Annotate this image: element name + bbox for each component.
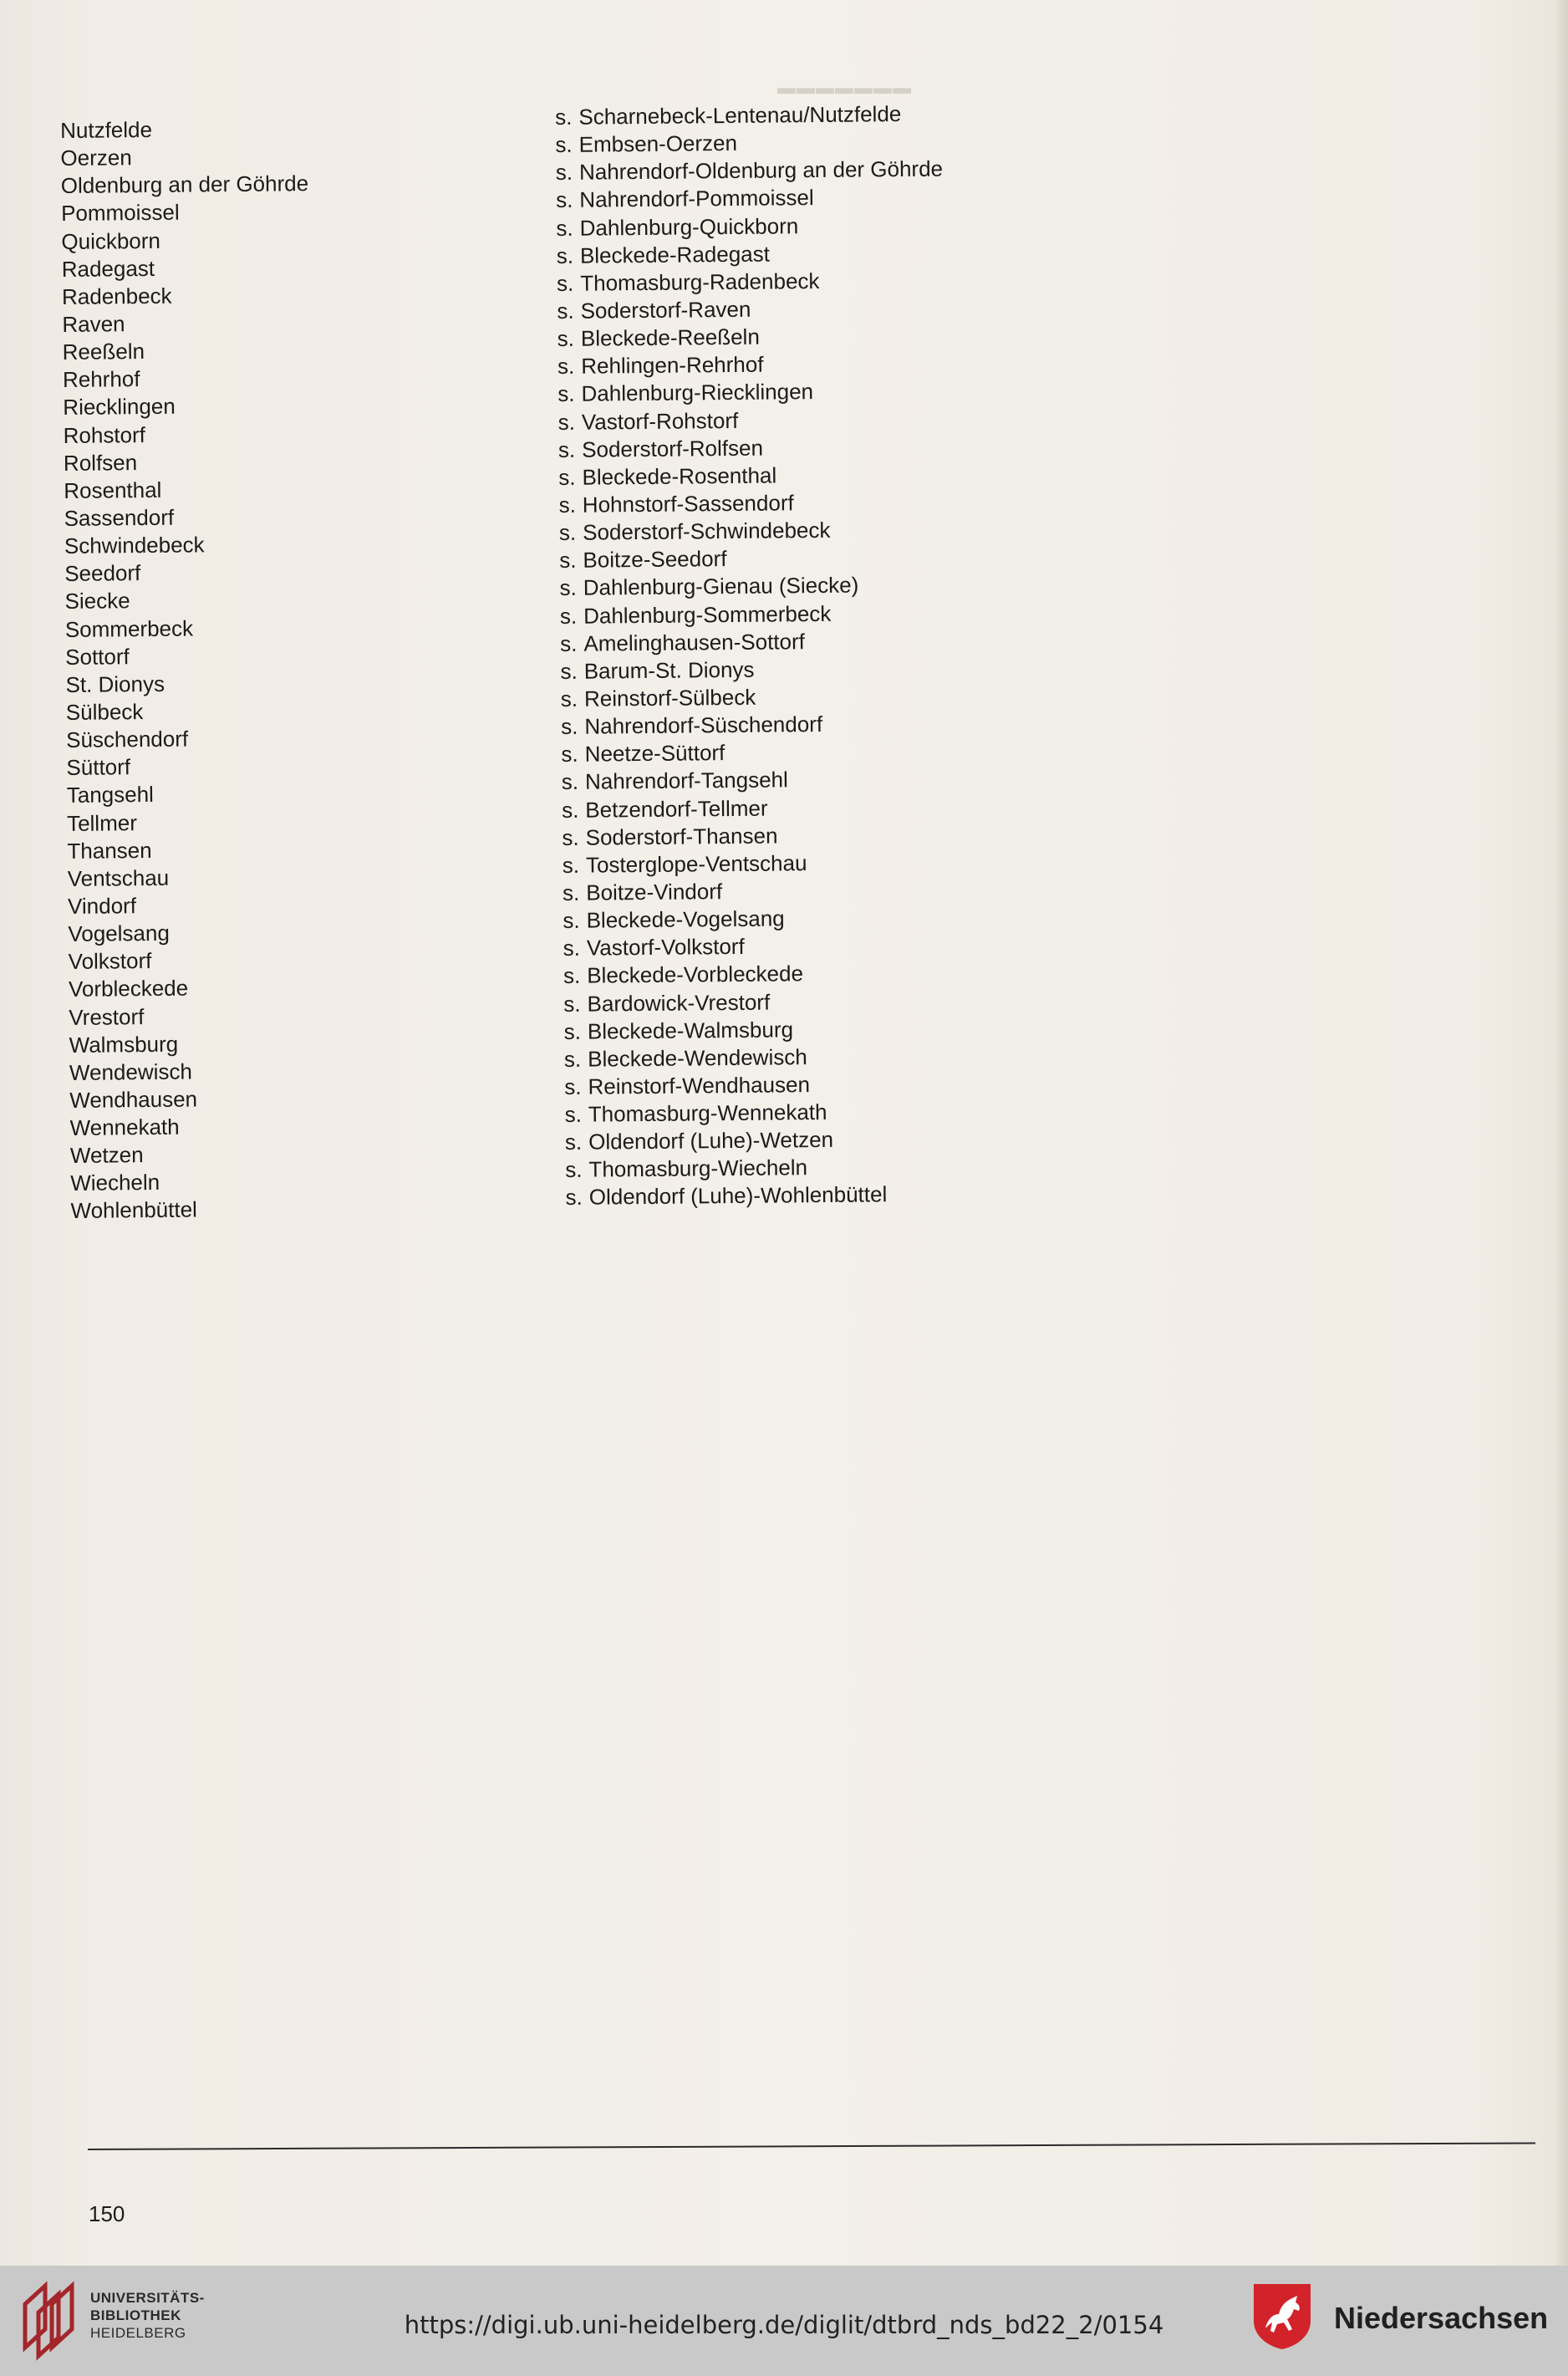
reference-entry — [556, 182, 1024, 215]
reference-target: Thomasburg-Wennekath — [588, 1099, 827, 1127]
scanned-page: ▬▬▬▬▬▬▬ Nutzfelde Oerzen Oldenburg an der Göhrde Pommoissel Quickborn Radegast Radenbeck Raven Reeßeln Rehrhof Riecklingen Rohstorf Rolfsen Rosenthal Sassendorf Schwindebeck Seedorf Siecke Sommerbeck Sottorf St. Dionys Sülbeck Süschendorf Süttorf Tangsehl Tellmer Thansen Ventschau Vindorf Vogelsang Volkstorf Vorbleckede Vrestorf Walmsburg Wendewisch Wendhausen Wennekath Wetzen Wiecheln Wohlenbüttel s. Scharnebeck-Lentenau/Nutzfelde s. Embsen-Oerzen s. Nahrendorf-Oldenburg an der Göhrde s. Nahrendorf-Pommoissel s. Dahlenburg-Quickborn s. Bleckede-Radegast s. Thomasburg-Radenbeck s. Soderstorf-Raven s. Bleckede-Reeßeln s. Rehlingen-Rehrhof s. Dahlenburg-Riecklingen s. Vastorf-Rohstorf s. Soderstorf-Rolfsen s. Bleckede-Rosenthal s. Hohnstorf-Sassendorf s. Soderstorf-Schwindebeck s. Boitze-Seedorf s. Dahlenburg-Gienau (Siecke) s. Dahlenburg-Sommerbeck s. Amelinghausen-Sottorf s. Barum-St. Dionys s. Reinstorf-Sülbeck s. Nahrendorf-Süschendorf s. Neetze-Süttorf s. Nahrendorf-Tangsehl s. Betzendorf-Tellmer s. Soderstorf-Thansen s. Tosterglope-Ventschau s. Boitze-Vindorf s. Bleckede-Vogelsang s. Vastorf-Volkstorf s. Bleckede-Vorbleckede s. Bardowick-Vrestorf s. Bleckede-Walmsburg s. Bleckede-Wendewisch s. Reinstorf-Wendhausen s. Thomasburg-Wennekath s. Oldendorf (Luhe)-Wetzen s. Thomasburg-Wiecheln s. Oldendorf (Luhe)-Wohlenbüttel 150 — [0, 0, 1568, 2266]
place-name: Oerzen — [60, 145, 132, 171]
reference-target: Thomasburg-Radenbeck — [580, 268, 820, 296]
see-prefix: s. — [561, 742, 578, 767]
reference-column — [555, 99, 1034, 1212]
place-name: Süttorf — [66, 754, 131, 781]
reference-entry — [557, 293, 1025, 326]
place-name: Rehrhof — [62, 366, 140, 393]
place-name: Radenbeck — [61, 283, 172, 309]
place-name: Vorbleckede — [68, 975, 189, 1002]
reference-target: Scharnebeck-Lentenau/Nutzfelde — [578, 101, 902, 130]
see-prefix: s. — [555, 131, 573, 158]
reference-target: Barum-St. Dionys — [583, 656, 755, 684]
library-name-line-2: BIBLIOTHEK — [90, 2307, 181, 2323]
reference-target: Bleckede-Reeßeln — [580, 324, 760, 351]
reference-entry — [561, 709, 1029, 742]
library-name-line-3: HEIDELBERG — [90, 2325, 186, 2341]
reference-entry — [557, 237, 1025, 270]
see-prefix: s. — [563, 1046, 582, 1072]
reference-entry — [560, 598, 1028, 630]
see-prefix: s. — [557, 436, 576, 462]
see-prefix: s. — [563, 935, 581, 961]
reference-target: Oldendorf (Luhe)-Wohlenbüttel — [588, 1181, 888, 1211]
place-name: Wohlenbüttel — [70, 1196, 197, 1224]
reference-entry — [558, 459, 1026, 492]
place-name: Rosenthal — [64, 477, 162, 503]
reference-target: Tosterglope-Ventschau — [585, 849, 807, 878]
place-name: Nutzfelde — [60, 116, 153, 143]
place-name: Wendewisch — [69, 1058, 193, 1085]
see-prefix: s. — [563, 963, 581, 989]
reference-entry — [559, 515, 1027, 548]
see-prefix: s. — [559, 575, 577, 601]
place-name: Vindorf — [67, 893, 137, 919]
place-name: Walmsburg — [69, 1031, 179, 1058]
reference-entry — [561, 737, 1029, 769]
place-name: Vogelsang — [68, 920, 170, 947]
reference-entry — [564, 1068, 1032, 1101]
reference-entry — [560, 653, 1028, 686]
reference-target: Embsen-Oerzen — [578, 130, 738, 157]
reference-entry — [556, 155, 1024, 187]
reference-entry — [562, 792, 1030, 824]
see-prefix: s. — [555, 104, 573, 130]
see-prefix: s. — [565, 1185, 583, 1211]
reference-target: Hohnstorf-Sassendorf — [582, 490, 794, 518]
see-prefix: s. — [560, 630, 578, 656]
place-name: Ventschau — [67, 864, 170, 891]
reference-target: Soderstorf-Raven — [580, 296, 751, 324]
see-prefix: s. — [557, 298, 574, 324]
see-prefix: s. — [564, 1129, 583, 1155]
reference-target: Dahlenburg-Gienau (Siecke) — [583, 572, 859, 601]
reference-target: Nahrendorf-Pommoissel — [579, 185, 814, 213]
reference-entry — [559, 570, 1027, 603]
see-prefix: s. — [561, 797, 579, 823]
reference-entry — [557, 349, 1026, 381]
see-prefix: s. — [560, 686, 578, 711]
see-prefix: s. — [558, 464, 576, 490]
reference-target: Betzendorf-Tellmer — [585, 795, 768, 823]
reference-entry — [562, 819, 1030, 852]
see-prefix: s. — [562, 880, 580, 905]
place-name: Riecklingen — [63, 394, 176, 421]
see-prefix: s. — [557, 354, 575, 380]
see-prefix: s. — [564, 1073, 582, 1099]
reference-target: Bleckede-Radegast — [579, 241, 771, 268]
reference-target: Thomasburg-Wiecheln — [588, 1155, 808, 1183]
reference-entry — [561, 681, 1029, 714]
reference-entry — [555, 127, 1023, 160]
reference-target: Nahrendorf-Oldenburg an der Göhrde — [578, 156, 944, 186]
footer-rule — [88, 2142, 1535, 2150]
see-prefix: s. — [559, 548, 577, 574]
reference-target: Vastorf-Rohstorf — [581, 407, 739, 435]
reference-entry — [556, 210, 1024, 242]
page-number: 150 — [89, 2201, 125, 2226]
see-prefix: s. — [557, 409, 576, 435]
see-prefix: s. — [561, 713, 578, 740]
reference-target: Bleckede-Wendewisch — [588, 1043, 807, 1072]
see-prefix: s. — [558, 492, 576, 518]
reference-target: Nahrendorf-Tangsehl — [584, 767, 788, 795]
see-prefix: s. — [560, 658, 578, 684]
place-name: Sommerbeck — [64, 615, 194, 642]
place-name: Radegast — [61, 255, 155, 282]
reference-entry — [565, 1124, 1033, 1157]
place-name: Tellmer — [66, 809, 138, 836]
page-edge — [1556, 0, 1568, 2266]
reference-target: Soderstorf-Rolfsen — [582, 435, 764, 462]
place-name: Raven — [62, 311, 125, 337]
partner-name: Niedersachsen — [1334, 2301, 1549, 2335]
place-name: Rolfsen — [63, 449, 138, 476]
niedersachsen-horse-crest-icon — [1250, 2281, 1314, 2351]
reference-target: Soderstorf-Schwindebeck — [583, 517, 831, 545]
see-prefix: s. — [556, 270, 574, 296]
reference-target: Nahrendorf-Süschendorf — [584, 711, 823, 739]
place-name: Süschendorf — [66, 726, 189, 753]
reference-target: Soderstorf-Thansen — [585, 823, 778, 850]
reference-target: Dahlenburg-Riecklingen — [581, 379, 814, 407]
see-prefix: s. — [558, 519, 577, 546]
reference-target: Bleckede-Vogelsang — [586, 905, 785, 933]
place-name: Wetzen — [69, 1142, 144, 1169]
reference-entry — [560, 625, 1028, 658]
place-name: Wiecheln — [70, 1170, 160, 1196]
reference-entry — [558, 487, 1026, 520]
place-name: Schwindebeck — [64, 532, 205, 559]
reference-list — [555, 99, 1034, 1212]
reference-entry — [564, 1097, 1032, 1129]
reference-target: Bardowick-Vrestorf — [587, 989, 771, 1017]
reference-entry — [565, 1180, 1033, 1212]
place-name: Thansen — [67, 837, 152, 864]
see-prefix: s. — [563, 991, 581, 1017]
reference-target: Amelinghausen-Sottorf — [583, 628, 806, 656]
reference-target: Boitze-Seedorf — [583, 546, 727, 573]
reference-target: Neetze-Süttorf — [584, 740, 725, 767]
reference-target: Dahlenburg-Sommerbeck — [583, 600, 832, 629]
reference-entry — [557, 404, 1026, 436]
reference-target: Dahlenburg-Quickborn — [579, 212, 799, 241]
reference-entry — [557, 265, 1025, 298]
place-name: Pommoissel — [60, 200, 180, 227]
document-url[interactable]: https://digi.ub.uni-heidelberg.de/diglit/dtbrd_nds_bd22_2/0154 — [404, 2311, 1164, 2339]
see-prefix: s. — [555, 160, 573, 186]
see-prefix: s. — [557, 325, 575, 352]
reference-entry — [555, 99, 1023, 132]
library-name-line-1: UNIVERSITÄTS- — [90, 2290, 205, 2306]
reference-entry — [563, 847, 1031, 880]
reference-target: Rehlingen-Rehrhof — [581, 351, 764, 379]
see-prefix: s. — [562, 852, 580, 878]
see-prefix: s. — [559, 603, 578, 629]
reference-entry — [563, 903, 1031, 936]
see-prefix: s. — [565, 1157, 583, 1183]
place-name: St. Dionys — [65, 670, 165, 697]
place-name-list — [60, 113, 539, 1226]
place-name: Vrestorf — [69, 1003, 145, 1030]
see-prefix: s. — [563, 907, 580, 934]
reference-entry — [562, 764, 1030, 797]
see-prefix: s. — [563, 1018, 582, 1044]
reference-target: Reinstorf-Wendhausen — [588, 1072, 811, 1099]
see-prefix: s. — [556, 215, 573, 241]
place-name: Sassendorf — [64, 504, 175, 531]
reference-entry — [563, 931, 1031, 963]
see-prefix: s. — [562, 824, 579, 850]
reference-target: Reinstorf-Sülbeck — [583, 684, 756, 711]
reference-entry — [563, 875, 1031, 908]
place-name: Sülbeck — [65, 699, 144, 725]
reference-entry — [557, 321, 1026, 354]
reference-entry — [563, 986, 1031, 1018]
place-name: Seedorf — [64, 560, 141, 587]
place-name: Tangsehl — [66, 782, 155, 808]
reference-entry — [564, 1041, 1032, 1073]
reference-entry — [557, 376, 1026, 409]
reference-target: Boitze-Vindorf — [586, 879, 723, 905]
place-name: Wendhausen — [69, 1086, 198, 1113]
place-name: Sottorf — [65, 643, 130, 670]
reference-target: Vastorf-Volkstorf — [586, 934, 745, 961]
reference-entry — [563, 1013, 1031, 1046]
reference-entry — [558, 431, 1026, 464]
reference-entry — [565, 1152, 1033, 1185]
place-name: Quickborn — [61, 227, 161, 254]
reference-target: Bleckede-Walmsburg — [587, 1016, 794, 1044]
reference-entry — [559, 543, 1027, 575]
place-name: Rohstorf — [63, 421, 146, 448]
place-name: Oldenburg an der Göhrde — [60, 171, 309, 199]
see-prefix: s. — [555, 187, 573, 213]
see-prefix: s. — [557, 381, 575, 407]
see-prefix: s. — [564, 1101, 582, 1128]
place-name: Reeßeln — [62, 339, 145, 365]
see-prefix: s. — [556, 242, 574, 268]
reference-entry — [563, 958, 1031, 991]
place-name-column — [60, 113, 539, 1226]
place-name: Volkstorf — [68, 948, 152, 975]
reference-target: Oldendorf (Luhe)-Wetzen — [588, 1127, 834, 1155]
place-name: Siecke — [64, 588, 130, 614]
reference-target: Bleckede-Rosenthal — [582, 462, 777, 490]
place-name: Wennekath — [69, 1114, 180, 1141]
see-prefix: s. — [561, 769, 579, 795]
reference-target: Bleckede-Vorbleckede — [587, 961, 804, 989]
